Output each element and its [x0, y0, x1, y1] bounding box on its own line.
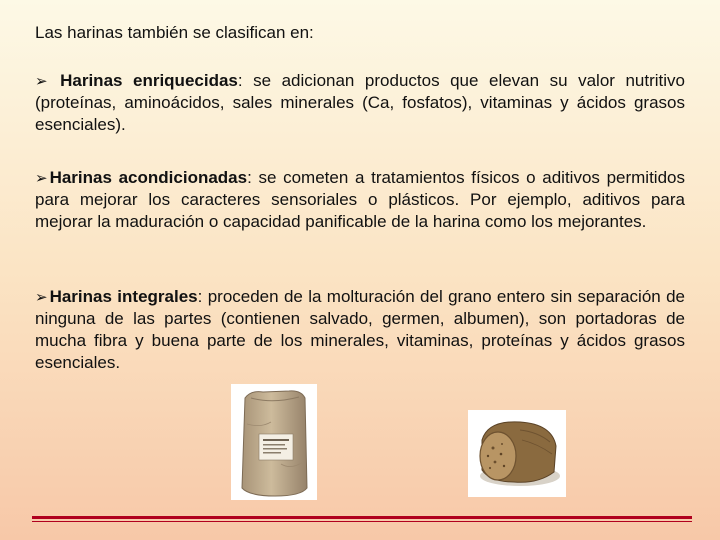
intro-text: Las harinas también se clasifican en:	[35, 23, 314, 42]
bullet-enriquecidas	[35, 70, 685, 136]
bullet-term: Harinas integrales	[49, 287, 198, 306]
flour-bag-image	[231, 384, 317, 500]
bullet-text: : se adicionan productos que elevan su valor nutritivo (proteínas, aminoácidos, sales minerales (Ca, fosfatos), vitaminas y ácidos grasos esenciales).	[35, 71, 685, 134]
arrow-bullet-icon: ➢	[35, 169, 48, 187]
footer-rule-thin	[32, 521, 692, 522]
bread-illustration	[468, 410, 566, 497]
bread-image	[468, 410, 566, 497]
flour-bag-illustration	[231, 384, 317, 500]
bullet-text: : se cometen a tratamientos físicos o aditivos permitidos para mejorar los caracteres sensoriales o plásticos. Por ejemplo, aditivos para mejorar la maduración o capacidad panificable de la harina como los mejorantes.	[35, 168, 685, 231]
arrow-bullet-icon: ➢	[35, 288, 48, 306]
footer-rule-thick	[32, 516, 692, 519]
bullet-term: Harinas enriquecidas	[60, 71, 238, 90]
bullet-text: : proceden de la molturación del grano entero sin separación de ninguna de las partes (contienen salvado, germen, albumen), son portadoras de mucha fibra y buena parte de los minerales, vitaminas, proteínas y ácidos grasos esenciales.	[35, 287, 686, 372]
bullet-acondicionadas	[35, 167, 685, 233]
arrow-bullet-icon: ➢	[35, 72, 48, 90]
bullet-integrales	[35, 286, 685, 374]
bullet-term: Harinas acondicionadas	[49, 168, 248, 187]
